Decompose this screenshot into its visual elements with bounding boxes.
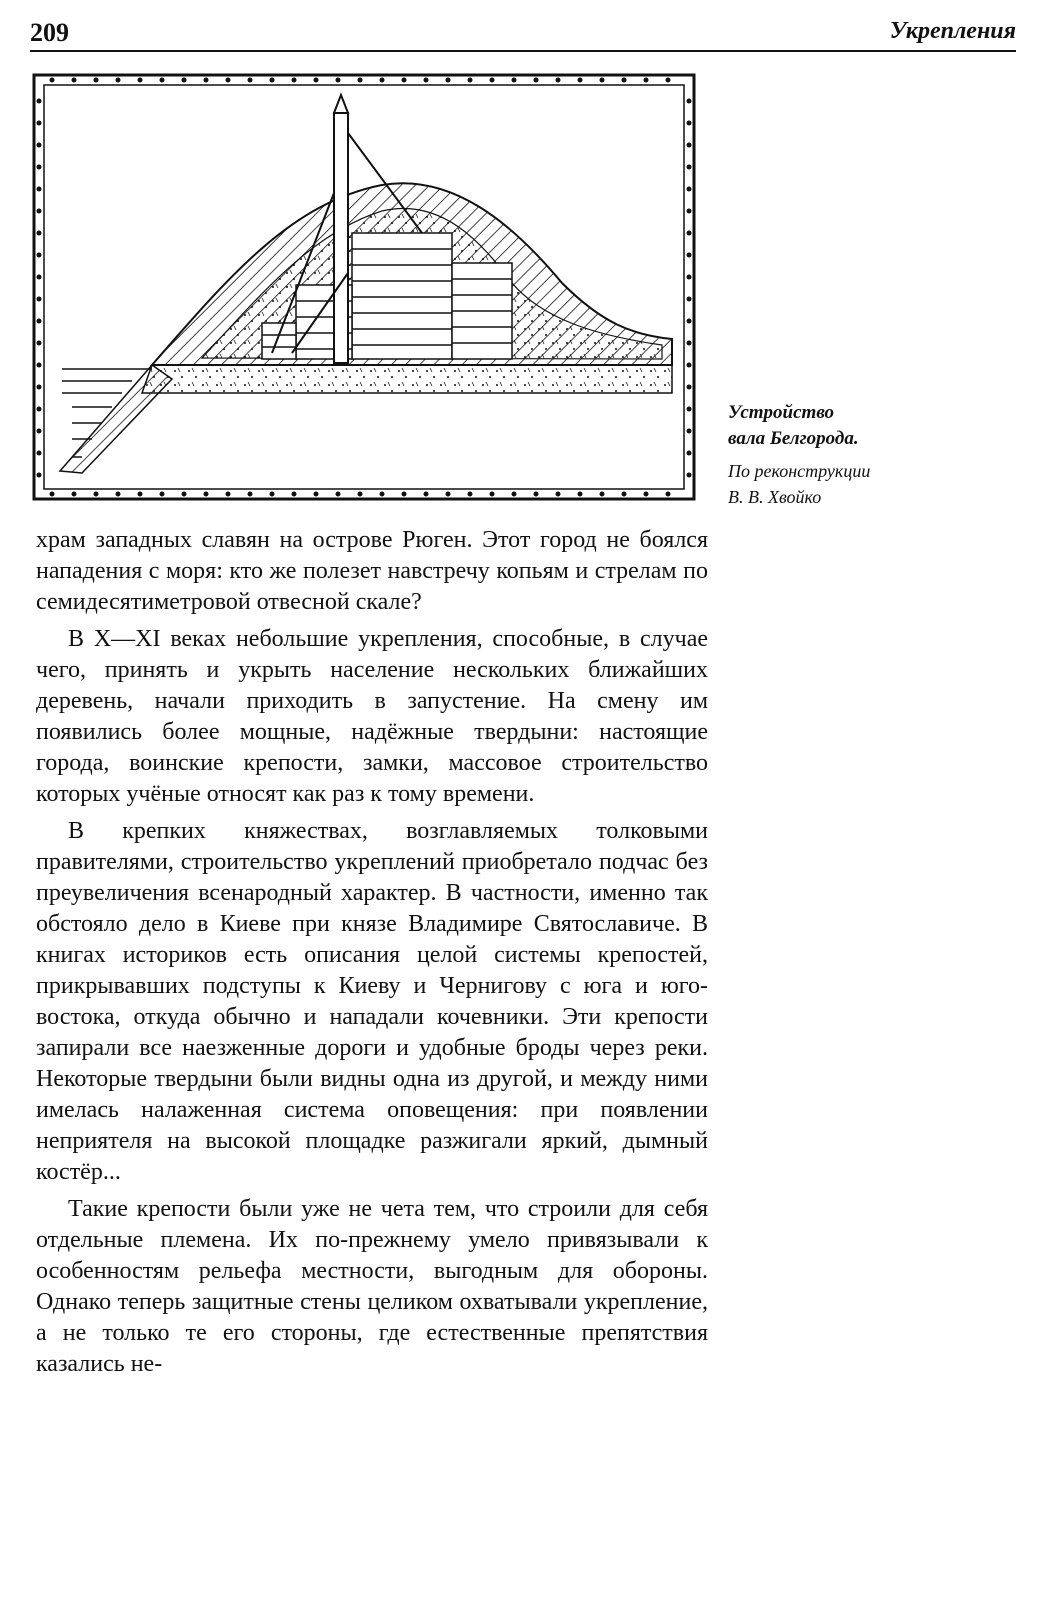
frame-dot	[687, 363, 692, 368]
caption-title-line2: вала Белгорода.	[728, 428, 859, 449]
frame-dot	[490, 78, 495, 83]
frame-dot	[37, 143, 42, 148]
caption-credit-line2: В. В. Хвойко	[728, 487, 822, 507]
frame-dot	[248, 78, 253, 83]
frame-dot	[116, 78, 121, 83]
frame-dot	[37, 275, 42, 280]
frame-dot	[512, 492, 517, 497]
frame-dot	[314, 78, 319, 83]
frame-dot	[160, 492, 165, 497]
frame-dot	[270, 78, 275, 83]
frame-dot	[138, 78, 143, 83]
frame-dot	[94, 78, 99, 83]
frame-dot	[687, 275, 692, 280]
caption-credit-line1: По реконструкции	[728, 461, 871, 481]
frame-dot	[37, 253, 42, 258]
frame-dot	[182, 78, 187, 83]
frame-dot	[687, 451, 692, 456]
frame-dot	[380, 492, 385, 497]
frame-dot	[204, 78, 209, 83]
frame-dot	[380, 78, 385, 83]
frame-dot	[687, 297, 692, 302]
frame-dot	[687, 143, 692, 148]
frame-dot	[292, 78, 297, 83]
frame-dot	[358, 492, 363, 497]
figure-caption	[728, 400, 1028, 510]
frame-dot	[666, 492, 671, 497]
frame-dot	[37, 451, 42, 456]
frame-dot	[687, 385, 692, 390]
frame-dot	[182, 492, 187, 497]
running-title: Укрепления	[889, 18, 1016, 44]
frame-dot	[50, 492, 55, 497]
post-top	[334, 95, 348, 113]
frame-dot	[37, 165, 42, 170]
frame-dot	[402, 78, 407, 83]
frame-dot	[644, 492, 649, 497]
frame-dot	[666, 78, 671, 83]
frame-dot	[622, 492, 627, 497]
frame-dot	[72, 78, 77, 83]
frame-dot	[37, 473, 42, 478]
frame-dot	[687, 319, 692, 324]
frame-dot	[37, 121, 42, 126]
body-text	[36, 525, 708, 1386]
frame-dot	[687, 231, 692, 236]
frame-dot	[160, 78, 165, 83]
frame-dot	[687, 99, 692, 104]
frame-dot	[37, 187, 42, 192]
frame-dot	[600, 78, 605, 83]
frame-dot	[226, 78, 231, 83]
frame-dot	[37, 385, 42, 390]
caption-title-line1: Устройство	[728, 402, 835, 423]
frame-dot	[578, 492, 583, 497]
frame-dot	[687, 253, 692, 258]
page-number: 209	[30, 18, 69, 47]
frame-dot	[226, 492, 231, 497]
frame-dot	[687, 429, 692, 434]
frame-dot	[424, 78, 429, 83]
frame-dot	[72, 492, 77, 497]
frame-dot	[270, 492, 275, 497]
frame-dot	[37, 297, 42, 302]
paragraph-4: Такие крепости были уже не чета тем, что строили для себя отдельные племена. Их по-прежнему умело привязывали к особенностям рельефа местности, выгодным для обороны. Однако теперь защитные стены целиком охватывали укрепление, а не только те его стороны, где естественные препятствия казались не-	[36, 1196, 708, 1377]
frame-dot	[37, 363, 42, 368]
frame-dot	[336, 78, 341, 83]
paragraph-2: В X—XI веках небольшие укрепления, способные, в случае чего, принять и укрыть население нескольких ближайших деревень, начали приходить в запустение. На смену им появились более мощные, надёжные твердыни: настоящие города, воинские крепости, замки, массовое строительство которых учёные относят как раз к тому времени.	[36, 626, 708, 807]
frame-dot	[402, 492, 407, 497]
frame-dot	[358, 78, 363, 83]
frame-dot	[687, 187, 692, 192]
frame-dot	[37, 319, 42, 324]
frame-dot	[468, 78, 473, 83]
frame-dot	[37, 99, 42, 104]
frame-dot	[490, 492, 495, 497]
paragraph-1: храм западных славян на острове Рюген. Этот город не боялся нападения с моря: кто же полезет навстречу копьям и стрелам по семидесятиметровой отвесной скале?	[36, 527, 708, 615]
ground-layer	[142, 365, 672, 393]
frame-dot	[37, 407, 42, 412]
frame-dot	[292, 492, 297, 497]
frame-dot	[424, 492, 429, 497]
frame-dot	[37, 209, 42, 214]
frame-dot	[37, 341, 42, 346]
frame-dot	[687, 209, 692, 214]
frame-dot	[534, 492, 539, 497]
frame-dot	[116, 492, 121, 497]
frame-dot	[50, 78, 55, 83]
paragraph-3: В крепких княжествах, возглавляемых толковыми правителями, строительство укреплений приобретало подчас без преувеличения всенародный характер. В частности, именно так обстояло дело в Киеве при князе Владимире Святославиче. В книгах историков есть описания целой системы крепостей, прикрывавших подступы к Киеву и Чернигову с юга и юго-востока, откуда обычно и нападали кочевники. Эти крепости запирали все наезженные дороги и удобные броды через реки. Некоторые твердыни были видны одна из другой, и между ними имелась налаженная система оповещения: при появлении неприятеля на высокой площадке разжигали яркий, дымный костёр...	[36, 818, 708, 1185]
rampart-illustration	[32, 73, 698, 503]
frame-dot	[600, 492, 605, 497]
frame-dot	[578, 78, 583, 83]
frame-dot	[446, 492, 451, 497]
frame-dot	[687, 473, 692, 478]
frame-dot	[512, 78, 517, 83]
frame-dot	[37, 429, 42, 434]
frame-dot	[687, 407, 692, 412]
frame-dot	[622, 78, 627, 83]
frame-dot	[446, 78, 451, 83]
frame-dot	[468, 492, 473, 497]
watch-post	[334, 113, 348, 363]
frame-dot	[314, 492, 319, 497]
frame-dot	[644, 78, 649, 83]
page-header	[30, 14, 1016, 52]
frame-dot	[138, 492, 143, 497]
frame-dot	[204, 492, 209, 497]
frame-dot	[534, 78, 539, 83]
frame-dot	[248, 492, 253, 497]
frame-dot	[687, 341, 692, 346]
frame-dot	[37, 231, 42, 236]
frame-dot	[94, 492, 99, 497]
frame-dot	[336, 492, 341, 497]
frame-dot	[556, 492, 561, 497]
frame-dot	[687, 121, 692, 126]
frame-dot	[687, 165, 692, 170]
frame-dot	[556, 78, 561, 83]
